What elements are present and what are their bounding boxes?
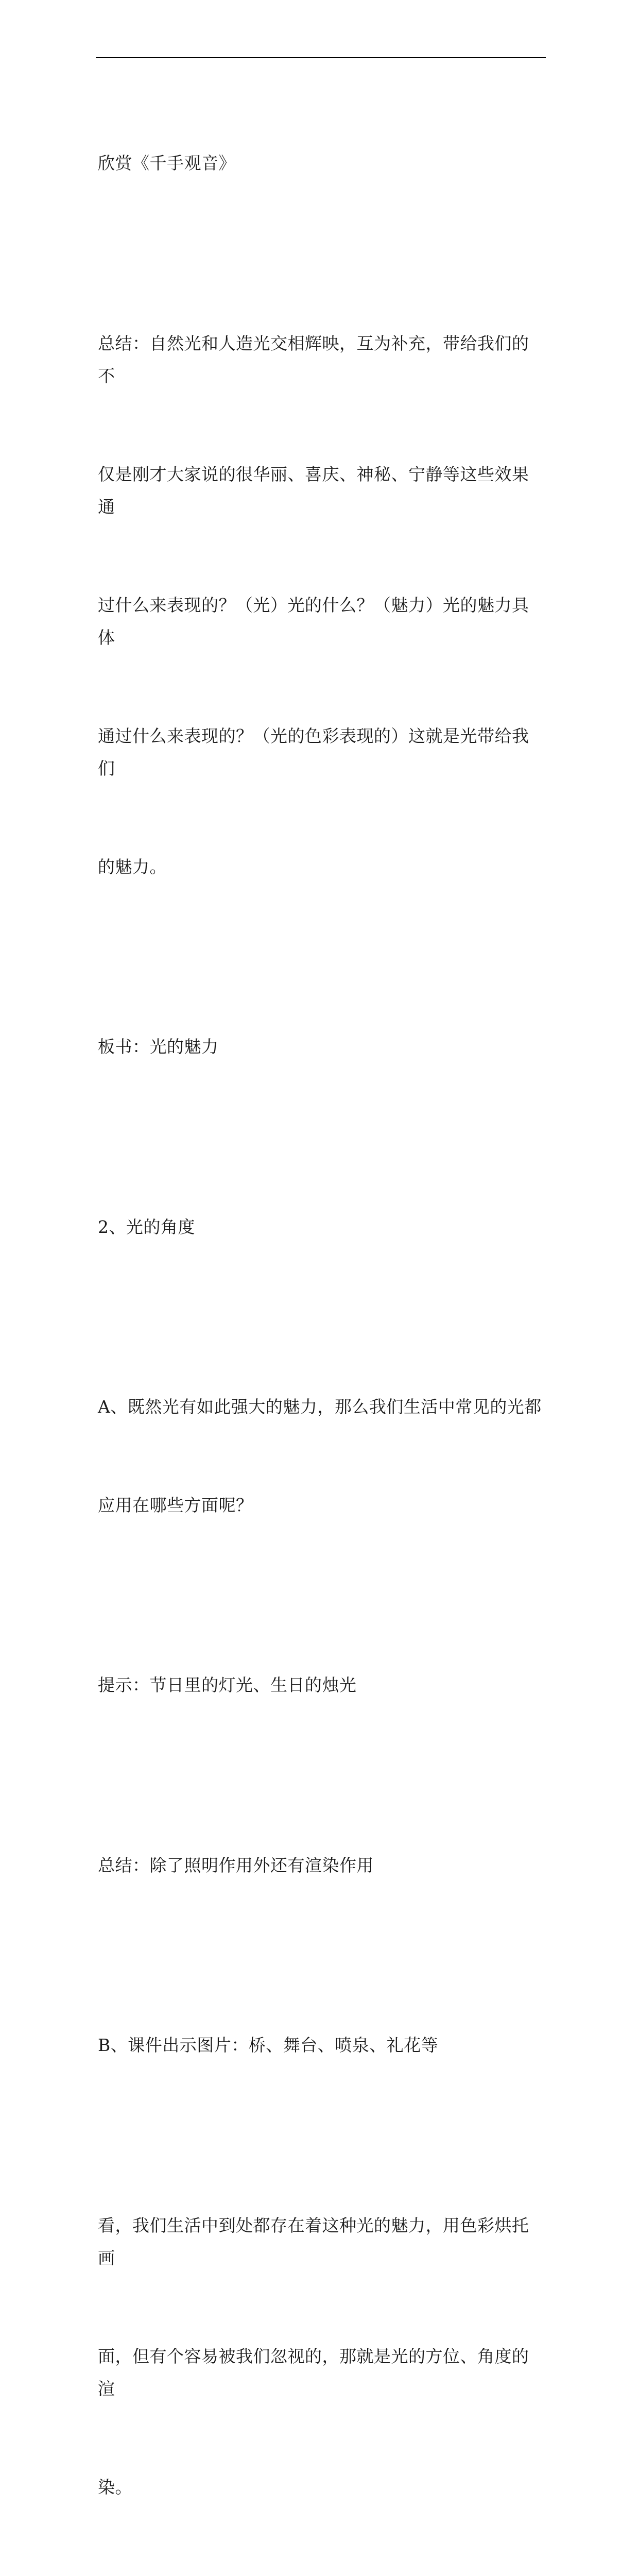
section-heading-angle — [98, 1145, 546, 1309]
paragraph-question-a — [98, 1325, 546, 1587]
document-body — [98, 81, 546, 2576]
text-line: 染。 — [98, 2477, 132, 2497]
text-line: 仅是刚才大家说的很华丽、喜庆、神秘、宁静等这些效果通 — [98, 464, 529, 517]
text-line: A、既然光有如此强大的魅力，那么我们生活中常见的光都 — [98, 1397, 542, 1417]
text-line: 总结：除了照明作用外还有渲染作用 — [98, 1855, 374, 1875]
text-line: 过什么来表现的？（光）光的什么？（魅力）光的魅力具体 — [98, 595, 529, 648]
text-line: 应用在哪些方面呢？ — [98, 1495, 253, 1515]
text-line: 欣赏《千手观音》 — [98, 153, 236, 173]
paragraph-board-charm — [98, 965, 546, 1129]
text-line: 面，但有个容易被我们忽视的，那就是光的方位、角度的渲 — [98, 2346, 529, 2399]
text-line: 板书：光的魅力 — [98, 1037, 219, 1057]
paragraph-hint — [98, 1603, 546, 1767]
text-line: 2、光的角度 — [98, 1216, 195, 1237]
text-line: 通过什么来表现的？（光的色彩表现的）这就是光带给我们 — [98, 725, 529, 778]
text-line: 总结：自然光和人造光交相辉映，互为补充，带给我们的不 — [98, 333, 529, 386]
header-rule — [96, 57, 546, 58]
paragraph-summary-light — [98, 262, 546, 949]
paragraph-appreciation — [98, 81, 546, 245]
paragraph-courseware-b — [98, 1963, 546, 2127]
paragraph-look — [98, 2144, 546, 2569]
text-line: 的魅力。 — [98, 856, 167, 877]
paragraph-summary-render — [98, 1784, 546, 1947]
text-line: 提示：节日里的灯光、生日的烛光 — [98, 1675, 357, 1695]
text-line: 看，我们生活中到处都存在着这种光的魅力，用色彩烘托画 — [98, 2215, 529, 2268]
text-line: B、课件出示图片：桥、舞台、喷泉、礼花等 — [98, 2035, 439, 2055]
